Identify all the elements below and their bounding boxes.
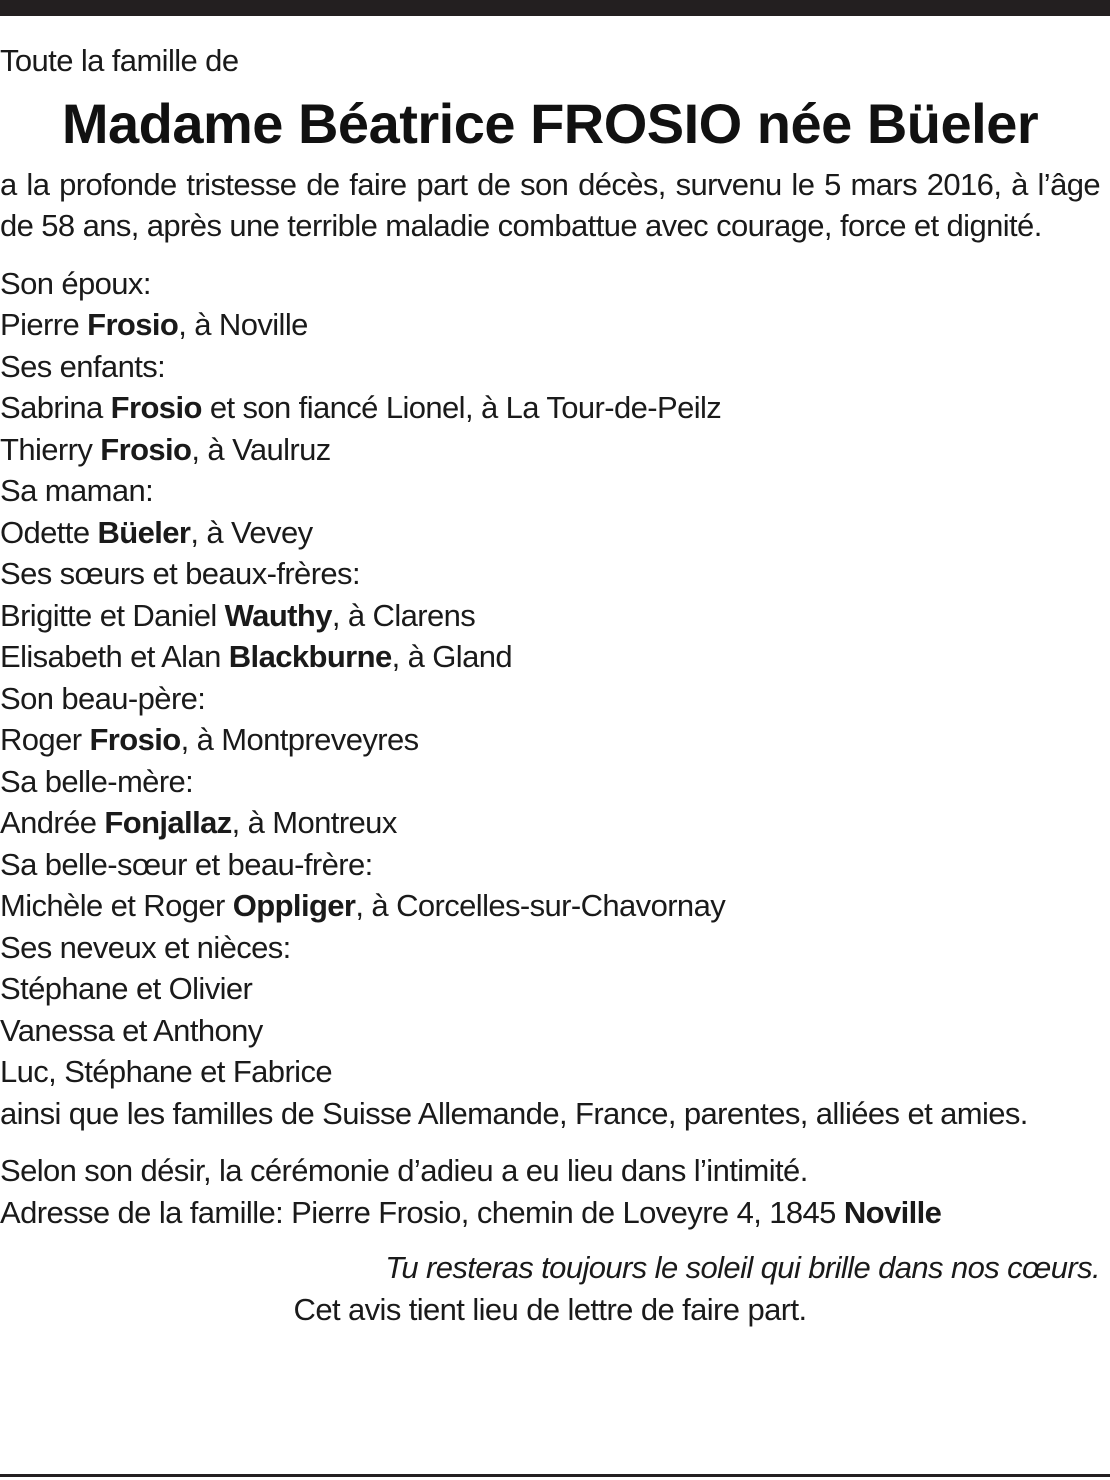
intro-line: Toute la famille de — [0, 43, 239, 78]
family-line: Vanessa et Anthony — [0, 1012, 263, 1048]
family-address-line: Adresse de la famille: Pierre Frosio, chemin de Loveyre 4, 1845 Noville — [0, 1194, 942, 1230]
family-line: Sabrina Frosio et son fiancé Lionel, à La Tour-de-Peilz — [0, 390, 722, 425]
family-line: Son époux: — [0, 265, 151, 301]
deceased-name-title: Madame Béatrice FROSIO née Büeler — [61, 91, 1039, 155]
family-line: Sa maman: — [0, 473, 154, 508]
family-line: Roger Frosio, à Montpreveyres — [0, 722, 419, 757]
family-list — [0, 263, 1100, 1093]
bottom-border-rule — [0, 1474, 1110, 1477]
family-line: Michèle et Roger Oppliger, à Corcelles-sur-Chavornay — [0, 888, 726, 923]
family-line: Ses neveux et nièces: — [0, 929, 291, 965]
notice-line: Cet avis tient lieu de lettre de faire part. — [293, 1291, 807, 1327]
family-line: Son beau-père: — [0, 680, 206, 716]
family-line: Elisabeth et Alan Blackburne, à Gland — [0, 639, 513, 674]
family-line: Sa belle-sœur et beau-frère: — [0, 846, 373, 882]
spacer — [0, 247, 1100, 263]
family-line: Sa belle-mère: — [0, 763, 194, 799]
memorial-quote: Tu resteras toujours le soleil qui brille dans nos cœurs. — [385, 1250, 1100, 1285]
family-line: Andrée Fonjallaz, à Montreux — [0, 805, 397, 840]
family-line: Ses sœurs et beaux-frères: — [0, 556, 360, 591]
family-line: Pierre Frosio, à Noville — [0, 307, 308, 342]
announcement-paragraph: a la profonde tristesse de faire part de son décès, survenu le 5 mars 2016, à l’âge de 58 ans, après une terrible maladie combattue avec courage, force et dignité. — [0, 166, 1100, 243]
families-note-paragraph: ainsi que les familles de Suisse Allemande, France, parentes, alliées et amies. — [0, 1095, 1028, 1131]
family-line: Thierry Frosio, à Vaulruz — [0, 431, 331, 467]
family-line: Ses enfants: — [0, 348, 166, 384]
family-line: Odette Büeler, à Vevey — [0, 514, 313, 550]
top-border-bar — [0, 0, 1110, 16]
ceremony-line: Selon son désir, la cérémonie d’adieu a eu lieu dans l’intimité. — [0, 1153, 808, 1188]
family-line: Luc, Stéphane et Fabrice — [0, 1054, 332, 1089]
spacer — [0, 1134, 1100, 1150]
family-line: Brigitte et Daniel Wauthy, à Clarens — [0, 597, 476, 633]
obituary-notice — [0, 40, 1100, 1330]
family-line: Stéphane et Olivier — [0, 971, 253, 1006]
